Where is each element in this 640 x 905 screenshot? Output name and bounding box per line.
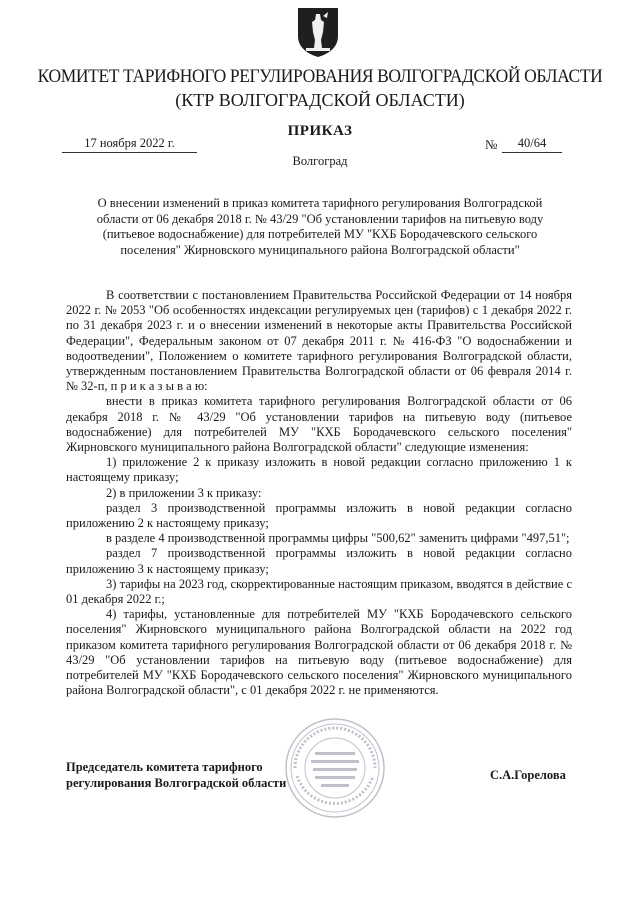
document-subject: О внесении изменений в приказ комитета тарифного регулирования Волгоградской области от 06 декабря 2018 г. № 43/29 "Об установлении тарифов на питьевую воду (питьевое водоснабжение) для потребителей МУ "КХБ Бородачевского сельского поселения" Жирновского муниципального района Волгоградской области" xyxy=(96,196,544,257)
coat-of-arms-icon xyxy=(296,6,340,58)
body-paragraph: 4) тарифы, установленные для потребителей МУ "КХБ Бородачевского сельского поселения" Жирновского муниципального района Волгоградской области на 2022 год приказом комитета тарифного регулирования Волгоградской области от 06 декабря 2018 г. № 43/29 "Об установлении тарифов на питьевую воду (питьевое водоснабжение) для потребителей МУ "КХБ Бородачевского сельского поселения" Жирновского муниципального района Волгоградской области", с 01 декабря 2022 г. не применяются. xyxy=(66,607,572,698)
document-type: ПРИКАЗ xyxy=(287,123,353,139)
body-paragraph: В соответствии с постановлением Правительства Российской Федерации от 14 ноября 2022 г. № 2053 "Об особенностях индексации регулируемых цен (тарифов) с 1 декабря 2022 г. по 31 декабря 2023 г. и о внесении изменений в некоторые акты Правительства Российской Федерации", Федеральным законом от 07 декабря 2011 г. № 416-ФЗ "О водоснабжении и водоотведении", Положением о комитете тарифного регулирования Волгоградской области, утвержденным постановлением Правительства Волгоградской области от 06 февраля 2014 г. № 32-п, п р и к а з ы в а ю: xyxy=(66,288,572,394)
organization-title: КОМИТЕТ ТАРИФНОГО РЕГУЛИРОВАНИЯ ВОЛГОГРАДСКОЙ ОБЛАСТИ xyxy=(37,66,603,87)
signatory-title: Председатель комитета тарифного регулирования Волгоградской области xyxy=(66,760,287,790)
organization-abbreviation: (КТР ВОЛГОГРАДСКОЙ ОБЛАСТИ) xyxy=(175,90,465,110)
body-paragraph: 1) приложение 2 к приказу изложить в новой редакции согласно приложению 1 к настоящему приказу; xyxy=(66,455,572,485)
document-body xyxy=(66,288,572,698)
document-date: 17 ноября 2022 г. xyxy=(62,136,197,153)
body-paragraph: 3) тарифы на 2023 год, скорректированные настоящим приказом, вводятся в действие с 01 декабря 2022 г.; xyxy=(66,576,572,607)
document-number-label: № xyxy=(485,137,498,152)
body-paragraph: в разделе 4 производственной программы цифры "500,62" заменить цифрами "497,51"; xyxy=(106,531,570,546)
body-paragraph: внести в приказ комитета тарифного регулирования Волгоградской области от 06 декабря 2018 г. № 43/29 "Об установлении тарифов на питьевую воду (питьевое водоснабжение) для потребителей МУ "КХБ Бородачевского сельского поселения" Жирновского муниципального района Волгоградской области" следующие изменения: xyxy=(66,394,572,455)
document-number: 40/64 xyxy=(502,136,562,153)
body-paragraph: раздел 3 производственной программы изложить в новой редакции согласно приложению 2 к настоящему приказу; xyxy=(66,500,572,531)
document-city: Волгоград xyxy=(292,154,348,168)
body-paragraph: 2) в приложении 3 к приказу: xyxy=(106,485,262,500)
body-paragraph: раздел 7 производственной программы изложить в новой редакции согласно приложению 3 к настоящему приказу; xyxy=(66,546,572,576)
signatory-name: С.А.Горелова xyxy=(490,768,566,782)
